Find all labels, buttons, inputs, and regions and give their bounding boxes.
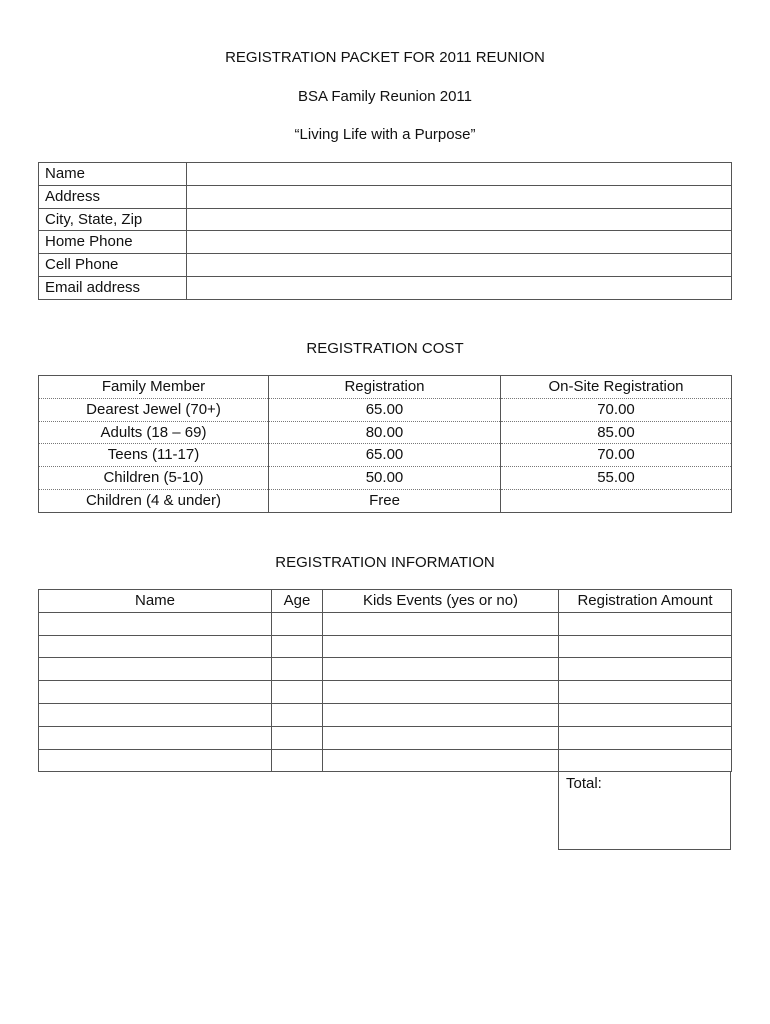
cost-row — [39, 489, 732, 512]
family-member-cell: Teens (11-17) — [39, 444, 269, 467]
column-header: Registration — [269, 376, 501, 399]
registration-cost-table — [38, 375, 732, 513]
address-field[interactable] — [187, 185, 732, 208]
contact-label: Home Phone — [39, 231, 187, 254]
attendee-name-field[interactable] — [39, 681, 272, 704]
cell-phone-field[interactable] — [187, 254, 732, 277]
attendee-age-field[interactable] — [272, 726, 323, 749]
column-header: Registration Amount — [559, 590, 732, 613]
registration-price-cell: Free — [269, 489, 501, 512]
family-member-cell: Children (5-10) — [39, 467, 269, 490]
registration-amount-field[interactable] — [559, 612, 732, 635]
kids-events-field[interactable] — [323, 681, 559, 704]
registration-info-table — [38, 589, 732, 772]
contact-label: Email address — [39, 276, 187, 299]
kids-events-field[interactable] — [323, 658, 559, 681]
attendee-row — [39, 635, 732, 658]
registration-amount-field[interactable] — [559, 681, 732, 704]
attendee-name-field[interactable] — [39, 658, 272, 681]
kids-events-field[interactable] — [323, 635, 559, 658]
email-field[interactable] — [187, 276, 732, 299]
attendee-row — [39, 612, 732, 635]
total-label: Total: — [566, 775, 602, 792]
cost-row — [39, 398, 732, 421]
contact-row-city — [39, 208, 732, 231]
kids-events-field[interactable] — [323, 749, 559, 772]
kids-events-field[interactable] — [323, 612, 559, 635]
attendee-age-field[interactable] — [272, 703, 323, 726]
column-header: Kids Events (yes or no) — [323, 590, 559, 613]
cost-row — [39, 444, 732, 467]
info-header-row — [39, 590, 732, 613]
contact-row-home-phone — [39, 231, 732, 254]
column-header: Name — [39, 590, 272, 613]
registration-amount-field[interactable] — [559, 635, 732, 658]
attendee-row — [39, 681, 732, 704]
contact-label: Cell Phone — [39, 254, 187, 277]
contact-label: Address — [39, 185, 187, 208]
onsite-price-cell: 85.00 — [501, 421, 732, 444]
attendee-row — [39, 703, 732, 726]
contact-row-email — [39, 276, 732, 299]
attendee-age-field[interactable] — [272, 749, 323, 772]
cost-section-title: REGISTRATION COST — [306, 340, 464, 357]
family-member-cell: Children (4 & under) — [39, 489, 269, 512]
contact-row-name — [39, 163, 732, 186]
event-tagline: “Living Life with a Purpose” — [294, 126, 476, 143]
column-header: Age — [272, 590, 323, 613]
info-section-title: REGISTRATION INFORMATION — [275, 554, 495, 571]
kids-events-field[interactable] — [323, 703, 559, 726]
attendee-age-field[interactable] — [272, 612, 323, 635]
registration-price-cell: 65.00 — [269, 398, 501, 421]
home-phone-field[interactable] — [187, 231, 732, 254]
name-field[interactable] — [187, 163, 732, 186]
onsite-price-cell: 70.00 — [501, 444, 732, 467]
onsite-price-cell — [501, 489, 732, 512]
family-member-cell: Dearest Jewel (70+) — [39, 398, 269, 421]
attendee-row — [39, 658, 732, 681]
cost-header-row — [39, 376, 732, 399]
onsite-price-cell: 70.00 — [501, 398, 732, 421]
registration-price-cell: 50.00 — [269, 467, 501, 490]
cost-row — [39, 467, 732, 490]
registration-price-cell: 80.00 — [269, 421, 501, 444]
column-header: Family Member — [39, 376, 269, 399]
attendee-row — [39, 726, 732, 749]
attendee-name-field[interactable] — [39, 635, 272, 658]
attendee-row — [39, 749, 732, 772]
column-header: On-Site Registration — [501, 376, 732, 399]
contact-row-address — [39, 185, 732, 208]
attendee-name-field[interactable] — [39, 749, 272, 772]
registration-amount-field[interactable] — [559, 726, 732, 749]
attendee-age-field[interactable] — [272, 635, 323, 658]
contact-label: Name — [39, 163, 187, 186]
kids-events-field[interactable] — [323, 726, 559, 749]
contact-row-cell-phone — [39, 254, 732, 277]
total-box[interactable] — [558, 771, 731, 850]
cost-row — [39, 421, 732, 444]
city-state-zip-field[interactable] — [187, 208, 732, 231]
event-name: BSA Family Reunion 2011 — [298, 88, 472, 105]
attendee-name-field[interactable] — [39, 703, 272, 726]
registration-amount-field[interactable] — [559, 749, 732, 772]
contact-label: City, State, Zip — [39, 208, 187, 231]
attendee-age-field[interactable] — [272, 658, 323, 681]
attendee-name-field[interactable] — [39, 726, 272, 749]
attendee-name-field[interactable] — [39, 612, 272, 635]
onsite-price-cell: 55.00 — [501, 467, 732, 490]
page-title: REGISTRATION PACKET FOR 2011 REUNION — [225, 49, 545, 66]
family-member-cell: Adults (18 – 69) — [39, 421, 269, 444]
contact-info-table — [38, 162, 732, 300]
attendee-age-field[interactable] — [272, 681, 323, 704]
registration-price-cell: 65.00 — [269, 444, 501, 467]
registration-amount-field[interactable] — [559, 658, 732, 681]
registration-amount-field[interactable] — [559, 703, 732, 726]
